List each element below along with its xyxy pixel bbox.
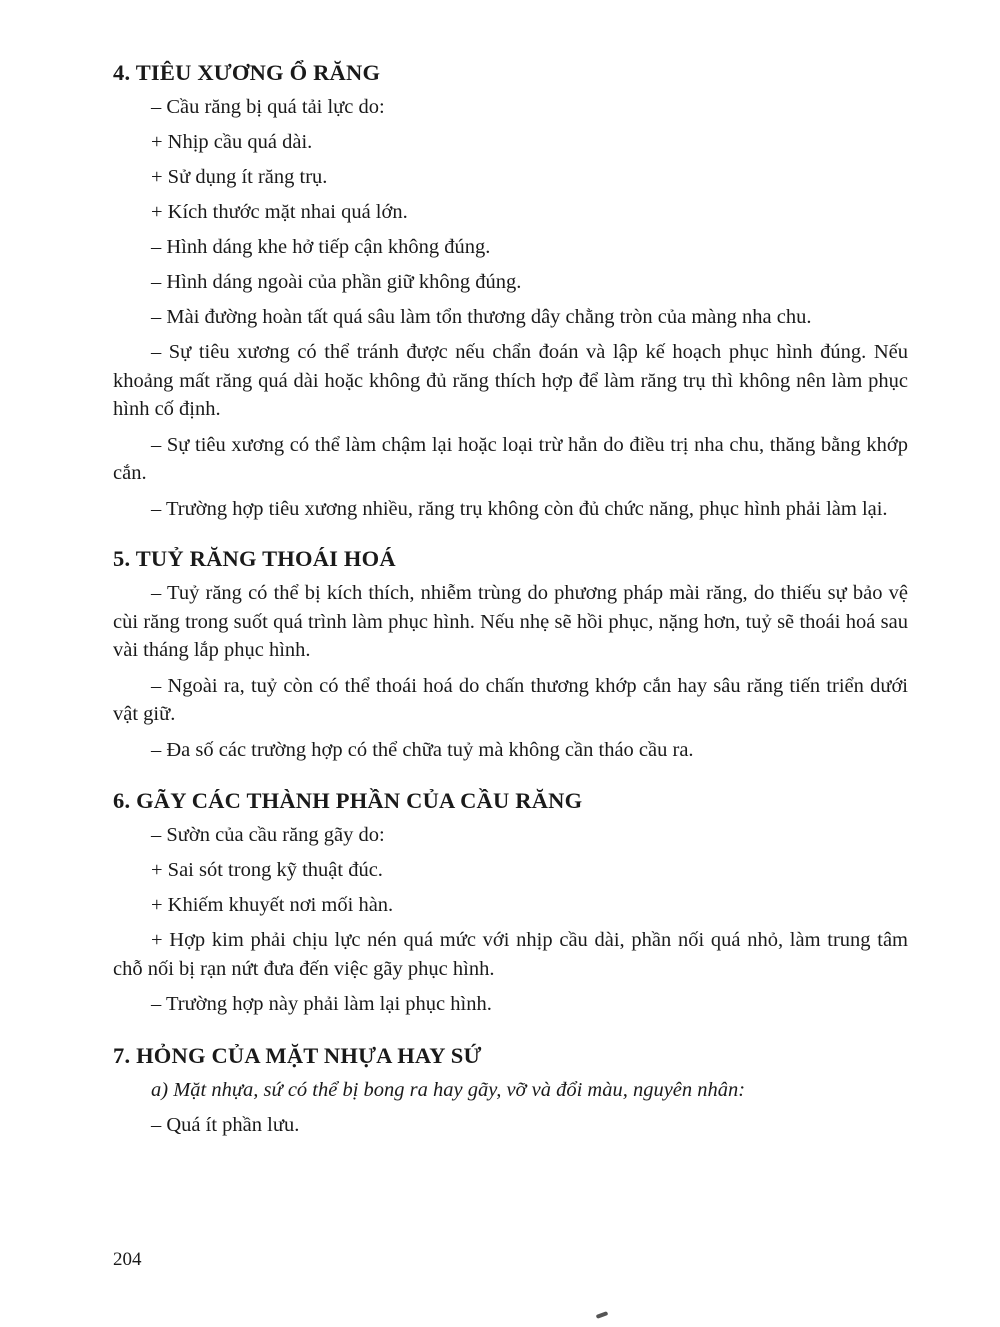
list-item: + Sử dụng ít răng trụ.: [151, 166, 328, 188]
list-item: – Hình dáng khe hở tiếp cận không đúng.: [151, 236, 491, 258]
paragraph: + Hợp kim phải chịu lực nén quá mức với nhịp cầu dài, phần nối quá nhỏ, làm trung tâm chỗ nối bị rạn nứt đưa đến việc gãy phục hình.: [113, 929, 908, 980]
subsection-label: a) Mặt nhựa, sứ có thể bị bong ra hay gãy, vỡ và đổi màu, nguyên nhân:: [151, 1078, 746, 1101]
list-item: – Sườn của cầu răng gãy do:: [151, 824, 385, 846]
list-item: – Hình dáng ngoài của phần giữ không đúng.: [151, 271, 522, 293]
section-heading-4: 4. TIÊU XƯƠNG Ổ RĂNG: [113, 60, 381, 85]
section-heading-6: 6. GÃY CÁC THÀNH PHẦN CỦA CẦU RĂNG: [113, 788, 583, 813]
paragraph: – Tuỷ răng có thể bị kích thích, nhiễm trùng do phương pháp mài răng, do thiếu sự bảo vệ cùi răng trong suốt quá trình làm phục hình. Nếu nhẹ sẽ hồi phục, nặng hơn, tuỷ sẽ thoái hoá sau vài tháng lắp phục hình.: [113, 582, 908, 661]
page-number: 204: [113, 1249, 142, 1270]
paragraph: – Trường hợp tiêu xương nhiều, răng trụ không còn đủ chức năng, phục hình phải làm lại.: [151, 497, 888, 520]
list-item: – Trường hợp này phải làm lại phục hình.: [151, 993, 492, 1015]
scan-speck: [596, 1311, 609, 1319]
list-item: + Kích thước mặt nhai quá lớn.: [151, 201, 408, 223]
section-heading-7: 7. HỎNG CỦA MẶT NHỰA HAY SỨ: [113, 1042, 482, 1068]
list-item: + Khiếm khuyết nơi mối hàn.: [151, 894, 394, 916]
paragraph: – Ngoài ra, tuỷ còn có thể thoái hoá do chấn thương khớp cắn hay sâu răng tiến triển dưới vật giữ.: [113, 674, 908, 725]
paragraph: – Sự tiêu xương có thể làm chậm lại hoặc loại trừ hẳn do điều trị nha chu, thăng bằng khớp cắn.: [113, 433, 908, 484]
list-item: – Đa số các trường hợp có thể chữa tuỷ mà không cần tháo cầu ra.: [151, 738, 694, 761]
list-item: – Cầu răng bị quá tải lực do:: [151, 96, 385, 118]
list-item: + Sai sót trong kỹ thuật đúc.: [151, 859, 383, 881]
paragraph: – Sự tiêu xương có thể tránh được nếu chẩn đoán và lập kế hoạch phục hình đúng. Nếu khoảng mất răng quá dài hoặc không đủ răng thích hợp để làm răng trụ thì không nên làm phục hình cố định.: [113, 341, 908, 420]
list-item: – Quá ít phần lưu.: [151, 1113, 300, 1136]
list-item: + Nhịp cầu quá dài.: [151, 131, 313, 153]
page-body: [113, 56, 908, 1146]
list-item: – Mài đường hoàn tất quá sâu làm tổn thương dây chằng tròn của màng nha chu.: [151, 306, 812, 328]
section-heading-5: 5. TUỶ RĂNG THOÁI HOÁ: [113, 546, 396, 571]
